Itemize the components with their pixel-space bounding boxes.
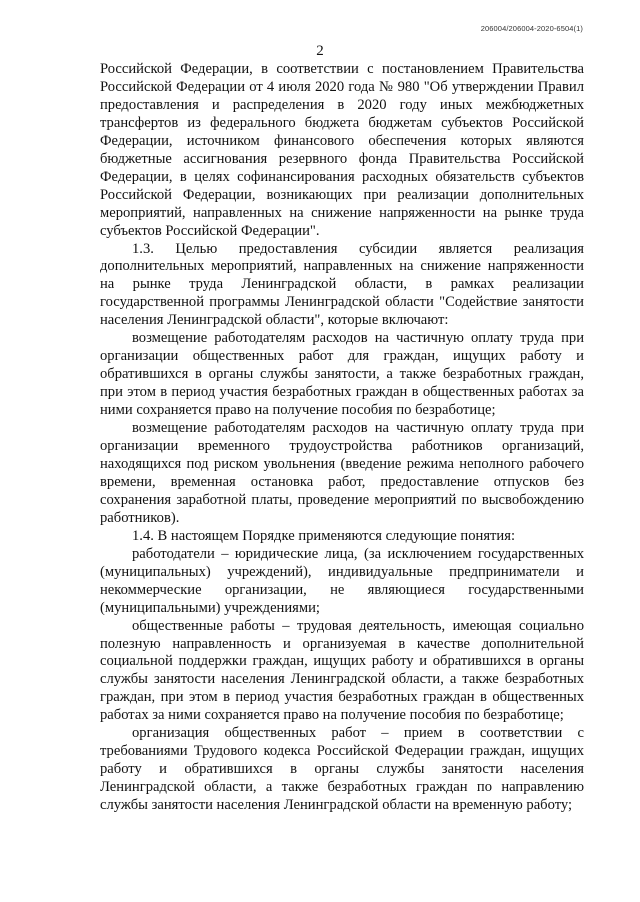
paragraph-federation-reference: Российской Федерации, в соответствии с постановлением Правительства Российской Федерации от 4 июля 2020 года № 980 "Об утверждении Правил предоставления и распределения в 2020 году иных межбюджетных трансфертов из федерального бюджета бюджетам субъектов Российской Федерации, источником финансового обеспечения которых являются бюджетные ассигнования резервного фонда Правительства Российской Федерации, в целях софинансирования расходных обязательств субъектов Российской Федерации, возникающих при реализации дополнительных мероприятий, направленных на снижение напряженности на рынке труда субъектов Российской Федерации".: [100, 61, 584, 239]
paragraph-temporary-employment-reimbursement: возмещение работодателям расходов на частичную оплату труда при организации временного трудоустройства работников организаций, находящихся под риском увольнения (введение режима неполного рабочего времени, временная остановка работ, предоставление отпусков без сохранения заработной платы, проведение мероприятий по высвобождению работников).: [100, 420, 584, 526]
page-number: 2: [316, 43, 324, 59]
document-body: [100, 61, 584, 815]
document-id: 206004/206004-2020-6504(1): [480, 24, 583, 33]
paragraph-public-works-reimbursement: возмещение работодателям расходов на частичную оплату труда при организации общественных работ для граждан, ищущих работу и обратившихся в органы службы занятости, а также безработных граждан, при этом в период участия безработных граждан в общественных работах за ними сохраняется право на получение пособия по безработице;: [100, 330, 584, 419]
paragraph-definition-public-works: общественные работы – трудовая деятельность, имеющая социально полезную направленность и организуемая в качестве дополнительной социальной поддержки граждан, ищущих работу и обратившихся в органы службы занятости населения Ленинградской области, а также безработных граждан, при этом в период участия безработных граждан в общественных работах за ними сохраняется право на получение пособия по безработице;: [100, 617, 584, 724]
paragraph-definition-employers: работодатели – юридические лица, (за исключением государственных (муниципальных) учреждений), индивидуальные предприниматели и некоммерческие организации, не являющиеся государственными (муниципальными) учреждениями;: [100, 545, 584, 616]
paragraph-definition-public-works-organization: организация общественных работ – прием в соответствии с требованиями Трудового кодекса Российской Федерации граждан, ищущих работу и обратившихся в органы службы занятости населения Ленинградской области, а также безработных граждан по направлению службы занятости населения Ленинградской области на временную работу;: [100, 725, 584, 814]
paragraph-1-4-definitions-intro: 1.4. В настоящем Порядке применяются следующие понятия:: [132, 527, 516, 544]
paragraph-1-3-subsidy-goal: 1.3. Целью предоставления субсидии является реализация дополнительных мероприятий, направленных на снижение напряженности на рынке труда Ленинградской области, в рамках реализации государственной программы Ленинградской области "Содействие занятости населения Ленинградской области", которые включают:: [100, 240, 584, 329]
